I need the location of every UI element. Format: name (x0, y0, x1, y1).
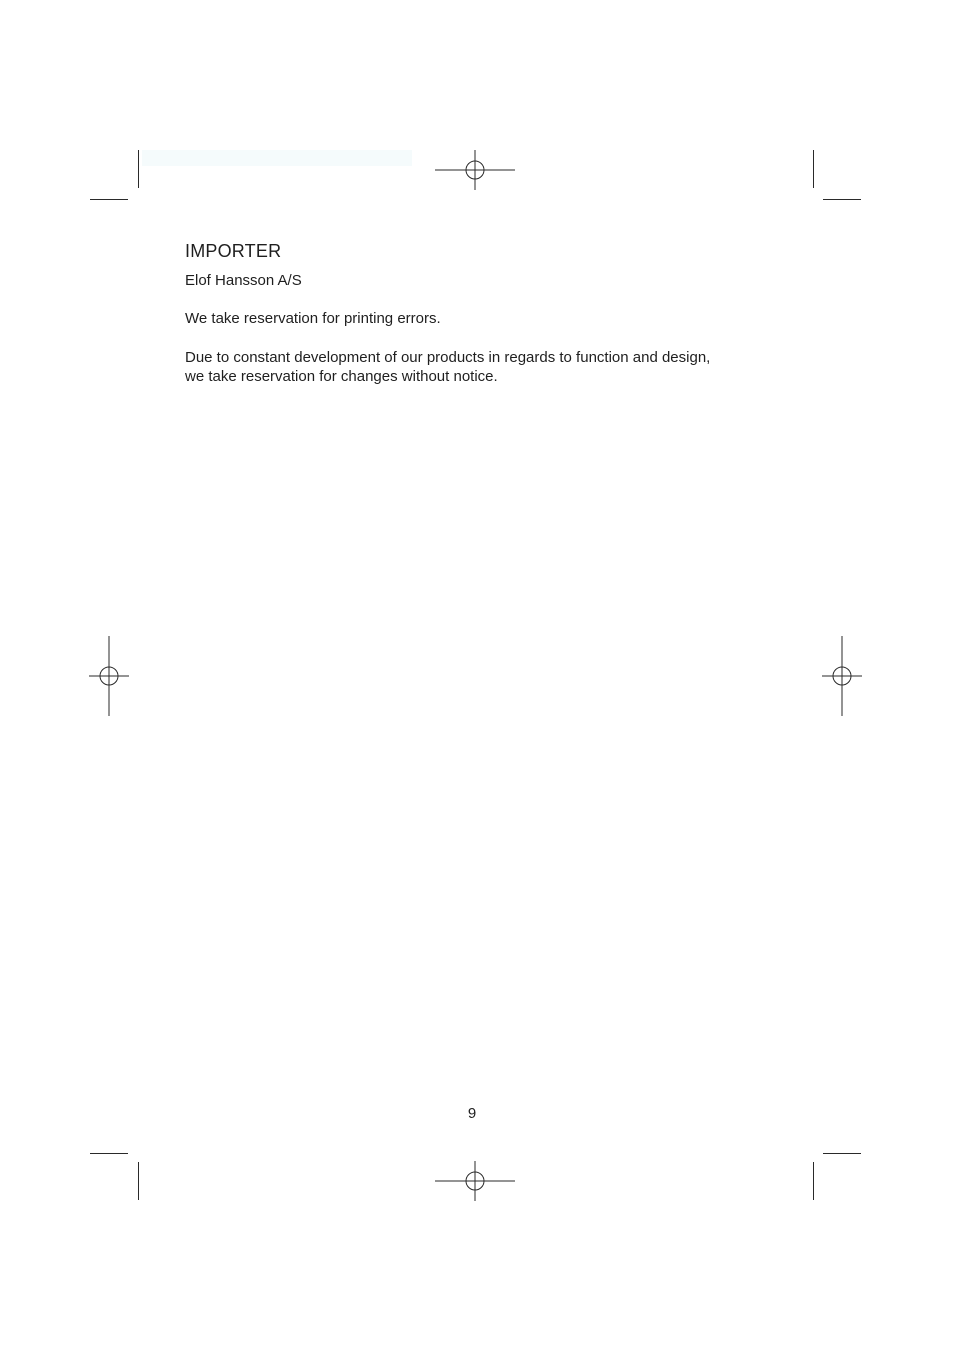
crop-mark-icon (138, 150, 139, 188)
faint-tint-strip (142, 150, 412, 166)
crop-mark-icon (90, 199, 128, 200)
page-number: 9 (467, 1105, 477, 1122)
crop-mark-icon (823, 199, 861, 200)
page-content (185, 240, 805, 386)
crop-mark-icon (813, 1162, 814, 1200)
development-notice-line-1: Due to constant development of our products in regards to function and design, (185, 349, 711, 366)
crop-mark-icon (138, 1162, 139, 1200)
crop-mark-icon (813, 150, 814, 188)
registration-mark-icon (822, 636, 862, 716)
crop-mark-icon (90, 1153, 128, 1154)
crop-mark-icon (823, 1153, 861, 1154)
section-heading: IMPORTER (185, 241, 282, 261)
registration-mark-icon (435, 150, 515, 190)
development-notice-line-2: we take reservation for changes without notice. (185, 368, 498, 385)
registration-mark-icon (435, 1161, 515, 1201)
printing-errors-notice: We take reservation for printing errors. (185, 310, 441, 327)
importer-name: Elof Hansson A/S (185, 272, 302, 289)
registration-mark-icon (89, 636, 129, 716)
